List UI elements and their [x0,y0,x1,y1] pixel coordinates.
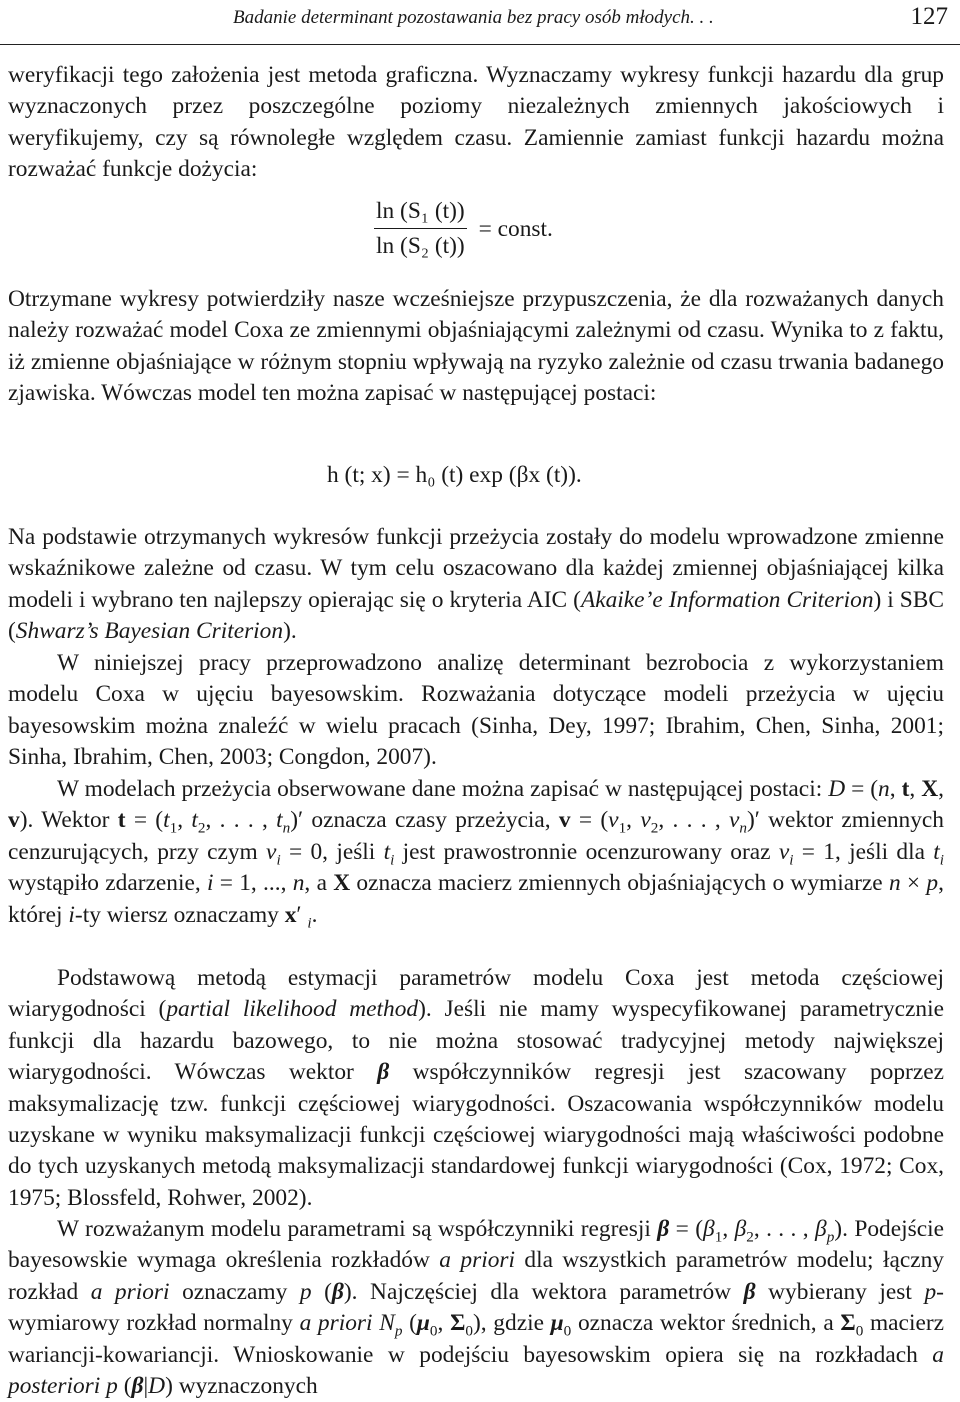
text: Na podstawie otrzymanych wykresów funkcji przeżycia zostały do modelu wprowadzone zmienne wskaźnikowe zależne od czasu. W tym celu oszacowano dla każdej zmiennej objaśniającej kilka modeli i wybrano ten najlepszy opierając się o kryteria AIC ( [8,524,944,613]
equation-survival-ratio [374,198,553,260]
paragraph-2: Otrzymane wykresy potwierdziły nasze wcześniejsze przypuszczenia, że dla rozważanych danych należy rozważać model Coxa ze zmiennymi objaśniającymi zależnymi od czasu. Wynika to z faktu, iż zmienne objaśniające w różnym stopniu wpływają na ryzyko zależnie od czasu trwania badanego zjawiska. Wówczas model ten można zapisać w następującej postaci: [8,286,944,407]
italic-term: a priori [439,1247,515,1274]
paragraph-3 [8,522,944,648]
text: współczynników regresji jest szacowany poprzez maksymalizację tzw. funkcji częściowej wiarygodności. Oszacowania współczynników modelu uzyskane w wyniku maksymalizacji funkcji częściowej wiarygodności mają właściwości podobne do tych uzyskanych metodą maksymalizacji standardowej funkcji wiarygodności (Cox, 1972; Cox, 1975; Blossfeld, Rohwer, 2002). [8,1059,944,1211]
equation-cox-model: h (t; x) = h₀ (t) exp (βx (t)). [327,462,582,488]
text: Podejście bayesowskie wymaga określenia rozkładów [8,1216,944,1274]
text: której [8,901,63,928]
text: wyznaczonych [178,1373,318,1400]
text: gdzie [493,1310,544,1337]
text: ) i SBC ( [8,586,944,645]
running-header [0,0,960,45]
text: dla wszystkich parametrów modelu; łączny rozkład [8,1247,944,1305]
text: W modelach przeżycia obserwowane dane można zapisać w następującej postaci: [57,776,823,802]
page-number: 127 [910,3,948,30]
text: macierz wariancji-kowariancji. Wnioskowanie w podejściu bayesowskim opiera się na rozkładach [8,1310,944,1368]
fraction [374,198,467,260]
text: wybierany jest [768,1278,912,1305]
text: jest prawostronnie ocenzurowany oraz [402,838,771,865]
text: wektor zmiennych cenzurujących, przy czym [8,807,944,865]
text: oznacza czasy przeżycia, [311,807,551,834]
paragraph-1: weryfikacji tego założenia jest metoda graficzna. Wyznaczamy wykresy funkcji hazardu dla grup wyznaczonych przez poszczególne poziomy niezależnych zmiennych jakościowych i weryfikujemy, czy są równoległe względem czasu. Zamiennie zamiast funkcji hazardu można rozważać funkcje dożycia: [8,62,944,183]
text: -wymiarowy rozkład normalny [8,1278,944,1337]
italic-term: partial likelihood method [166,996,419,1023]
sbc-name: Shwarz’s Bayesian Criterion [15,618,284,645]
paragraph-5: W modelach przeżycia obserwowane dane można zapisać w następującej postaci: D = (n, t, X, v). Wektor $t = (t_1$, $t_2$, . . . , $t_n)'$ oznacza czasy przeżycia, $v = (v_1$, $v_2$, . . . , $v_n)'$ wektor zmiennych cenzurujących, przy czym $v_i = 0$, jeśli $t_i$ jest prawostronnie ocenzurowany oraz $v_i = 1$, jeśli dla $t_i$ wystąpiło zdarzenie, i = 1, ..., n, a X oznacza macierz zmiennych objaśniających o wymiarze n × p, której i-ty wiersz oznaczamy x′ $_i$. [8,776,945,931]
text: jeśli [336,838,376,865]
text: Podstawową metodą estymacji parametrów modelu Coxa jest metoda częściowej wiarygodności ( [8,965,944,1023]
italic-term: a priori [90,1278,170,1305]
text: ). Jeśli nie mamy wyspecyfikowanej parametrycznie funkcji dla hazardu bazowego, to nie można stosować tradycyjnej metody największej wiarygodności. Wówczas wektor [8,996,945,1086]
text: oznaczamy [182,1278,288,1305]
text: W rozważanym modelu parametrami są współczynniki regresji [57,1216,651,1242]
text: a [316,870,327,897]
fraction-numerator: ln (S₁ (t)) [374,198,467,229]
text: . Najczęściej dla wektora parametrów [351,1278,732,1305]
text: wystąpiło zdarzenie, [8,870,201,897]
text: jeśli dla [849,838,925,865]
aic-name: Akaike’e Information Criterion [580,586,874,613]
text: oznacza wektor średnich, a [577,1310,834,1337]
equation-rhs: = const. [478,215,553,242]
running-title: Badanie determinant pozostawania bez pracy osób młodych. . . [233,7,714,28]
fraction-denominator: ln (S₂ (t)) [376,233,465,259]
italic-term: a priori [299,1310,373,1337]
paragraph-4: W niniejszej pracy przeprowadzono analizę determinant bezrobocia z wykorzystaniem modelu Coxa w ujęciu bayesowskim. Rozważania dotyczące modeli przeżycia w ujęciu bayesowskim można znaleźć w wielu pracach (Sinha, Dey, 1997; Ibrahim, Chen, Sinha, 2001; Sinha, Ibrahim, Chen, 2003; Congdon, 2007). [8,650,944,771]
text: Wektor [41,807,110,834]
text: -ty wiersz oznaczamy [74,901,279,928]
text: oznacza macierz zmiennych objaśniających o wymiarze [356,870,883,897]
italic-term: a posteriori [8,1341,944,1400]
paragraph-6: Podstawową metodą estymacji parametrów modelu Coxa jest metoda częściowej wiarygodności (partial likelihood method). Jeśli nie mamy wyspecyfikowanej parametrycznie funkcji dla hazardu bazowego, to nie można stosować tradycyjnej metody największej wiarygodności. Wówczas wektor β współczynników regresji jest szacowany poprzez maksymalizację tzw. funkcji częściowej wiarygodności. Oszacowania współczynników modelu uzyskane w wyniku maksymalizacji funkcji częściowej wiarygodności mają właściwości podobne do tych uzyskanych metodą maksymalizacji standardowej funkcji wiarygodności (Cox, 1972; Cox, 1975; Blossfeld, Rohwer, 2002). [8,965,945,1211]
paragraph-7: W rozważanym modelu parametrami są współczynniki regresji $\beta = (\beta_1$, $\beta_2$, . . . , $\beta_p$). Podejście bayesowskie wymaga określenia rozkładów a priori dla wszystkich parametrów modelu; łączny rozkład a priori oznaczamy p (β). Najczęściej dla wektora parametrów β wybierany jest p-wymiarowy rozkład normalny a priori $N_p$ ($\mu_0$, $\Sigma_0$), gdzie $\mu_0$ oznacza wektor średnich, a $\Sigma_0$ macierz wariancji-kowariancji. Wnioskowanie w podejściu bayesowskim opiera się na rozkładach a posteriori p (β|D) wyznaczonych [8,1216,944,1400]
text: ). [283,618,297,645]
